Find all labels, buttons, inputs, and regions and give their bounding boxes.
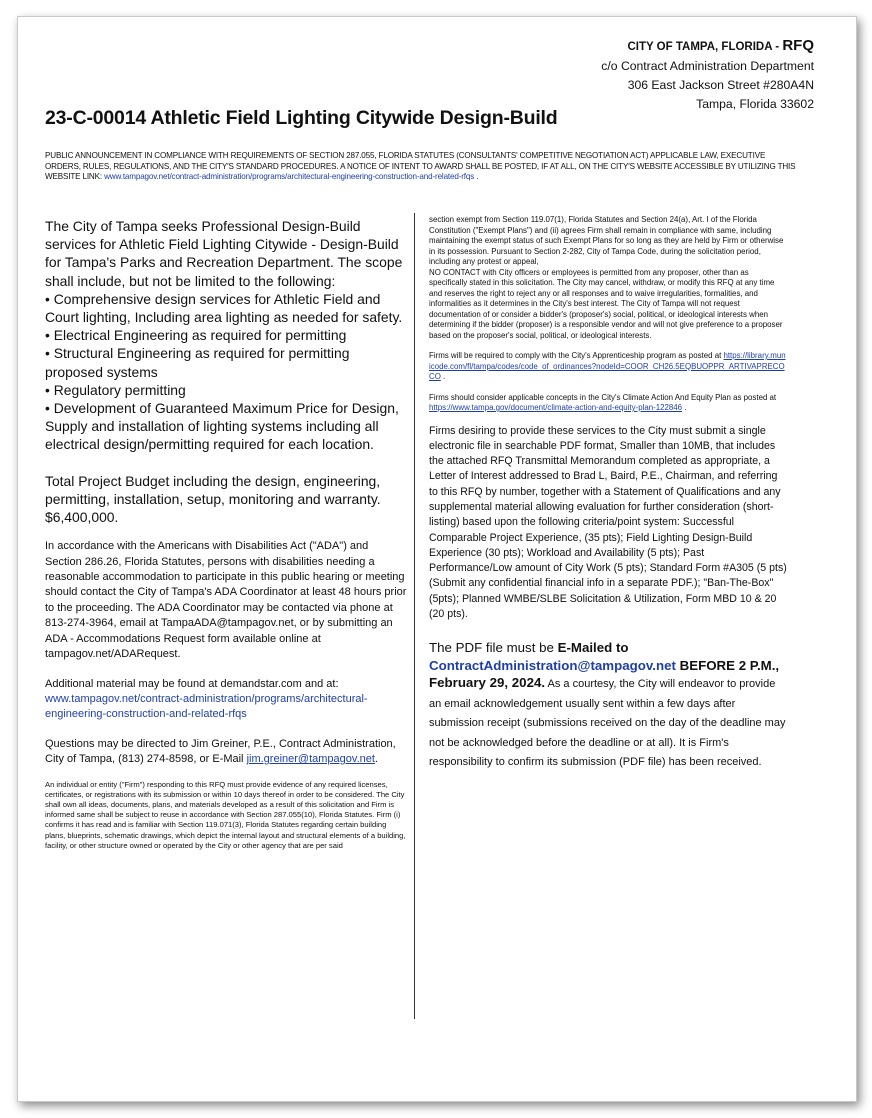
public-notice xyxy=(45,151,797,183)
header-sep: - xyxy=(772,41,783,53)
deadline-emailed-to: E-Mailed to xyxy=(557,640,629,656)
column-divider xyxy=(414,213,415,1019)
header-city-line xyxy=(601,36,814,57)
questions-email-link[interactable]: jim.greiner@tampagov.net xyxy=(246,753,375,766)
no-contact-paragraph: NO CONTACT with City officers or employees is permitted from any proposer, other than as specifically stated in this solicitation. The City may cancel, withdraw, or modify this RFQ at any time and reserves the right to reject any or all responses and to waive irregularities, formalities, and informalities as it determines in the City's best interest. The City of Tampa will not request documentation of or consider a bidder's (proposer's) social, political, or ideological interests when determining if the bidder (proposer) is a responsible vendor and will not give preference to a proposer based on the proposer's social, political, or ideological interests. xyxy=(429,267,783,340)
climate-text: Firms should consider applicable concepts in the City's Climate Action And Equity Plan as posted at xyxy=(429,392,777,402)
page-title: 23-C-00014 Athletic Field Lighting Citywide Design-Build xyxy=(45,107,558,129)
climate-tail: . xyxy=(682,403,687,412)
apprenticeship-paragraph xyxy=(429,351,787,383)
deadline-paragraph xyxy=(429,639,787,772)
header-city-zip: Tampa, Florida 33602 xyxy=(696,97,814,111)
climate-paragraph xyxy=(429,393,787,414)
header-dept: c/o Contract Administration Department xyxy=(601,59,814,73)
left-column xyxy=(45,217,408,851)
deadline-email-link[interactable]: ContractAdministration@tampagov.net xyxy=(429,657,676,673)
header-rfq: RFQ xyxy=(782,37,814,54)
public-notice-tail: . xyxy=(474,172,479,181)
questions-tail: . xyxy=(374,753,378,766)
exempt-plans-paragraph: section exempt from Section 119.07(1), Florida Statutes and Section 24(a), Art. I of the Florida Constitution ("Exempt Plans") and (ii) agrees Firm shall remain in compliance with same, including maintaining the exempt status of such Exempt Plans for so long as they are held by Firm or otherwise in its possession. Pursuant to Section 2-282, City of Tampa Code, during the solicitation period, including any protest or appeal, xyxy=(429,215,784,266)
header-street: 306 East Jackson Street #280A4N xyxy=(627,78,814,92)
deadline-courtesy-text: As a courtesy, the City will endeavor to provide an email acknowledgement usually sent within a few days after submission receipt (submissions received on the day of the deadline may not be acknowledged before the deadline or at all). It is Firm's responsibility to confirm its submission (PDF file) has been received. xyxy=(429,678,786,769)
scope-bullet-1: • Comprehensive design services for Athletic Field and Court lighting, Including area lighting as needed for safety. xyxy=(45,290,403,326)
budget-paragraph: Total Project Budget including the design, engineering, permitting, installation, setup, monitoring and warranty. $6,400,000. xyxy=(45,472,381,526)
questions-text: Questions may be directed to Jim Greiner, P.E., Contract Administration, City of Tampa, (813) 274-8598, or E-Mail xyxy=(45,737,396,766)
additional-material-paragraph xyxy=(45,677,408,723)
right-column xyxy=(429,215,787,772)
scope-bullet-2: • Electrical Engineering as required for permitting xyxy=(45,327,347,344)
public-notice-text: PUBLIC ANNOUNCEMENT IN COMPLIANCE WITH REQUIREMENTS OF SECTION 287.055, FLORIDA STATUTES (CONSULTANTS' COMPETITIVE NEGOTIATION ACT) APPLICABLE LAW, EXECUTIVE ORDERS, RULES, REGULATIONS, AND THE CITY'S STANDARD PROCEDURES. A NOTICE OF INTENT TO AWARD SHALL BE POSTED, IF AT ALL, ON THE CITY'S WEBSITE ACCESSIBLE BY UTILIZING THIS WEBSITE LINK: xyxy=(45,151,796,181)
additional-material-text: Additional material may be found at demandstar.com and at: xyxy=(45,677,339,690)
intro-paragraph: The City of Tampa seeks Professional Design-Build services for Athletic Field Lighting Citywide - Design-Build for Tampa's Parks and Recreation Department. The scope shall include, but not be limited to the following: xyxy=(45,218,403,289)
scope-bullet-4: • Regulatory permitting xyxy=(45,381,186,398)
header-city: CITY OF TAMPA, FLORIDA xyxy=(627,41,773,53)
ada-paragraph: In accordance with the Americans with Disabilities Act ("ADA") and Section 286.26, Florida Statutes, persons with disabilities needing a reasonable accommodation to participate in this public hearing or meeting should contact the City of Tampa's ADA Coordinator at least 48 hours prior to the proceeding. The ADA Coordinator may be contacted via phone at 813-274-3964, email at TampaADA@tampagov.net, or by submitting an ADA - Accommodations Request form available online at tampagov.net/ADARequest. xyxy=(45,540,407,661)
firm-requirements-paragraph: An individual or entity ("Firm") responding to this RFQ must provide evidence of any required licenses, certificates, or registrations with its submission or within 10 days thereof in order to be considered. The City shall own all ideas, documents, plans, and materials developed as a result of this solicitation and Firm is informed same shall be subject to reuse in accordance with Section 287.055(10), Florida Statutes. Firm (i) confirms it has read and is familiar with Section 119.071(3), Florida Statutes regarding certain building plans, blueprints, schematic drawings, which depict the internal layout and structural elements of a building, facility, or other structure owned or operated by the City or other agency that are per said xyxy=(45,779,406,850)
additional-material-link[interactable]: www.tampagov.net/contract-administration/programs/architectural-engineering-construction-and-related-rfqs xyxy=(45,692,368,721)
scope-bullet-5: • Development of Guaranteed Maximum Price for Design, Supply and installation of lighting systems including all electrical design/permitting required for each location. xyxy=(45,400,399,453)
apprenticeship-link[interactable]: https://library.municode.com/fl/tampa/codes/code_of_ordinances?nodeId=COOR_CH26.5EQBUOPPR_ARTIVAPRECOCO xyxy=(429,351,786,381)
questions-paragraph xyxy=(45,737,408,768)
deadline-date: BEFORE 2 P.M., February 29, 2024. xyxy=(429,657,780,691)
apprenticeship-tail: . xyxy=(440,372,446,381)
header-address xyxy=(601,36,814,114)
apprenticeship-text: Firms will be required to comply with the City's Apprenticeship program as posted at xyxy=(429,351,724,360)
deadline-text-a: The PDF file must be xyxy=(429,640,558,656)
scope-bullet-3: • Structural Engineering as required for permitting proposed systems xyxy=(45,345,350,380)
public-notice-link[interactable]: www.tampagov.net/contract-administration/programs/architectural-engineering-construction-and-related-rfqs xyxy=(104,172,475,181)
submission-paragraph: Firms desiring to provide these services to the City must submit a single electronic file in searchable PDF format, Smaller than 10MB, that includes the attached RFQ Transmittal Memorandum completed as appropriate, a Letter of Interest addressed to Brad L, Baird, P.E., Chairman, and referring to this RFQ by number, together with a Statement of Qualifications and any supplemental material allowing evaluation for further consideration (short-listing) based upon the following criteria/point system: Successful Comparable Project Experience, (35 pts); Field Lighting Design-Build Experience (30 pts); Workload and Availability (5 pts); Past Performance/Low amount of City Work (5 pts); Standard Form #A305 (5 pts)(Submit any confidential financial info in a separate PDF.); "Ban-The-Box" (5pts); Planned WMBE/SLBE Solicitation & Utilization, Form MBD 10 & 20 (20 pts). xyxy=(429,424,787,621)
climate-link[interactable]: https://www.tampa.gov/document/climate-action-and-equity-plan-122846 xyxy=(429,403,683,412)
